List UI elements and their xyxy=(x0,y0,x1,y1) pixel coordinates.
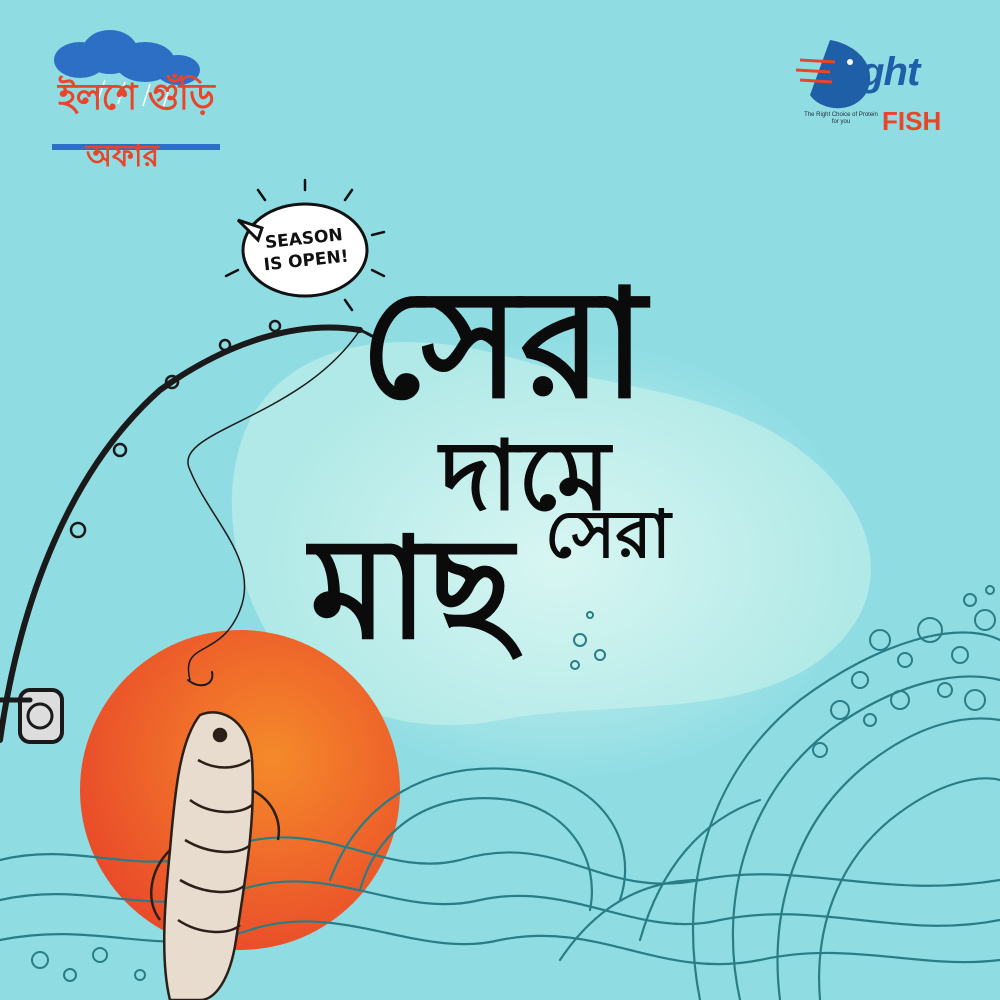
offer-logo xyxy=(0,0,260,190)
brand-fish-word: FISH xyxy=(882,106,942,136)
bubble-line-2: IS OPEN! xyxy=(262,246,350,276)
offer-subtitle: অফার xyxy=(86,139,160,174)
bubble-line-1: SEASON xyxy=(264,225,344,254)
headline-line-3: সেরা xyxy=(545,496,671,573)
headline-line-2: দামে xyxy=(440,420,611,532)
brand-logo xyxy=(790,30,970,140)
offer-title: ইলশে গুঁড়ি xyxy=(58,77,214,118)
headline-line-1: সেরা xyxy=(360,258,646,432)
brand-name: ight xyxy=(850,50,920,94)
brand-tagline: The Right Choice of Protein for you xyxy=(804,112,878,125)
headline-line-4: মাছ xyxy=(310,508,514,671)
